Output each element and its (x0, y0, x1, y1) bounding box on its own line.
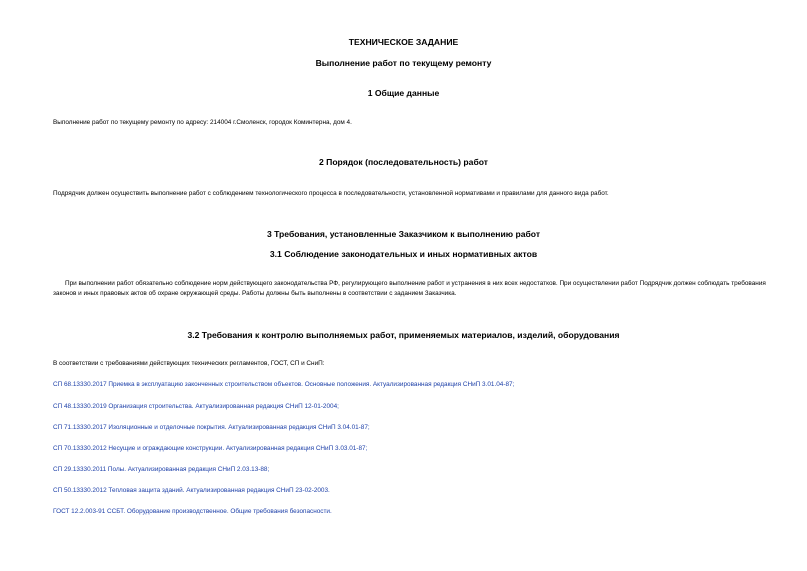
section-3-1-heading: 3.1 Соблюдение законодательных и иных нормативных актов (269, 249, 538, 259)
section-3-2-intro: В соответствии с требованиями действующих технических регламентов, ГОСТ, СП и СниП: (53, 360, 325, 367)
section-3-heading: 3 Требования, установленные Заказчиком к выполнению работ (266, 229, 541, 239)
section-2-text: Подрядчик должен осуществить выполнение работ с соблюдением технологического процесса в последовательности, установленной нормативами и правилами для данного вида работ. (53, 190, 609, 197)
section-1-heading: 1 Общие данные (367, 88, 440, 98)
section-3-2-heading: 3.2 Требования к контролю выполняемых работ, применяемых материалов, изделий, оборудования (187, 330, 620, 340)
standard-link[interactable]: СП 50.13330.2012 Тепловая защита зданий. Актуализированная редакция СНиП 23-02-2003. (53, 487, 330, 494)
section-3-1-text: При выполнении работ обязательно соблюдение норм действующего законодательства РФ, регулирующего выполнение работ и устранения в них всех недостатков. При осуществлении работ Подрядчик должен соблюдать требования законов и иных правовых актов об охране окружающей среды. Работы должны быть выполнены в соответствии с заданием Заказчика. (53, 280, 766, 297)
standard-link[interactable]: ГОСТ 12.2.003-91 ССБТ. Оборудование производственное. Общие требования безопасности. (53, 508, 332, 515)
standard-link[interactable]: СП 48.13330.2019 Организация строительства. Актуализированная редакция СНиП 12-01-2004; (53, 403, 339, 410)
standard-link[interactable]: СП 71.13330.2017 Изоляционные и отделочные покрытия. Актуализированная редакция СНиП 3.04.01-87; (53, 424, 370, 431)
document-title: ТЕХНИЧЕСКОЕ ЗАДАНИЕ (348, 37, 459, 47)
section-1-text: Выполнение работ по текущему ремонту по адресу: 214004 г.Смоленск, городок Коминтерна, дом 4. (53, 119, 352, 126)
standard-link[interactable]: СП 29.13330.2011 Полы. Актуализированная редакция СНиП 2.03.13-88; (53, 466, 270, 473)
document-subtitle: Выполнение работ по текущему ремонту (315, 58, 492, 68)
section-2-heading: 2 Порядок (последовательность) работ (318, 157, 489, 167)
standard-link[interactable]: СП 70.13330.2012 Несущие и ограждающие конструкции. Актуализированная редакция СНиП 3.03.01-87; (53, 445, 368, 452)
standard-link[interactable]: СП 68.13330.2017 Приемка в эксплуатацию законченных строительством объектов. Основные положения. Актуализированная редакция СНиП 3.01.04-87; (53, 381, 515, 388)
